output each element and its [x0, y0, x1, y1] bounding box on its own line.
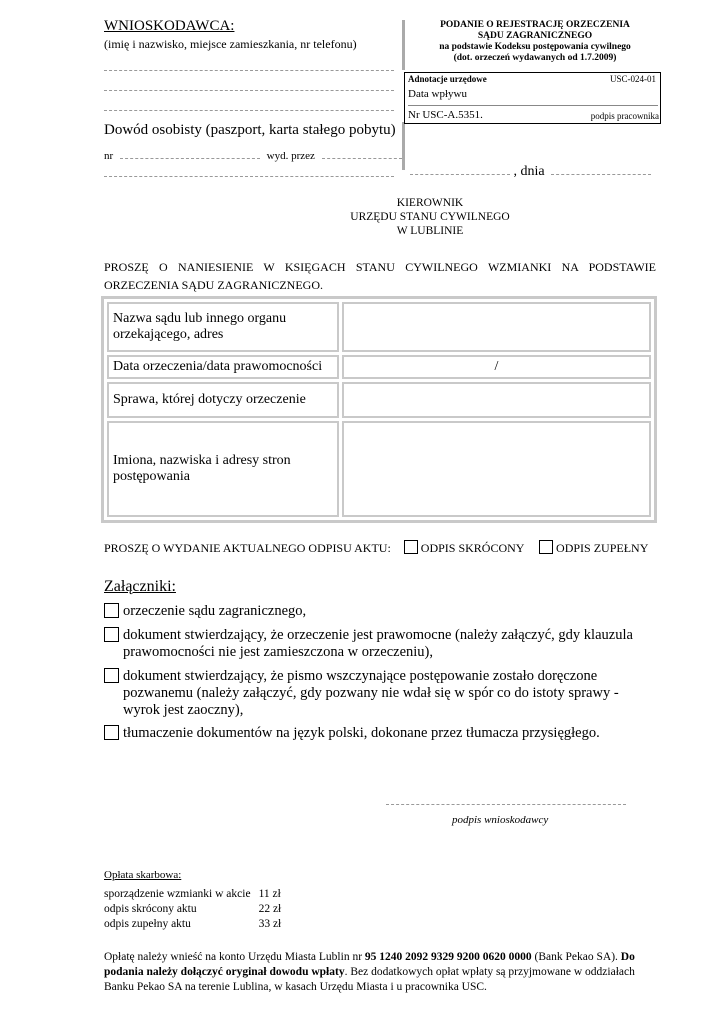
applicant-line-3[interactable] [104, 110, 394, 111]
attachment-checkbox-4[interactable] [104, 725, 119, 740]
table-row [107, 421, 651, 517]
payment-text-2: (Bank Pekao SA). [531, 951, 618, 963]
fees-table [104, 887, 281, 932]
parties-field[interactable] [342, 421, 651, 517]
attachment-checkbox-1[interactable] [104, 603, 119, 618]
attachment-text-2: dokument stwierdzający, że orzeczenie jest prawomocne (należy załączyć, gdy klauzula prawomocności nie jest zamieszczona w orzeczeniu), [123, 627, 633, 660]
fee-amount: 11 zł [258, 888, 281, 900]
full-copy-checkbox[interactable] [539, 540, 553, 554]
attachment-text-3: dokument stwierdzający, że pismo wszczynające postępowanie zostało doręczone pozwanemu (należy załączyć, gdy pozwany nie wdał się w spór co do istoty sprawy - wyrok jest zaoczny), [123, 668, 619, 718]
id-number-label: nr [104, 150, 114, 162]
table-row [104, 887, 281, 902]
case-number-label: Nr USC-A.5351. [408, 109, 483, 121]
fees-title: Opłata skarbowa: [104, 869, 182, 881]
header-line-3: na podstawie Kodeksu postępowania cywilnego [439, 42, 631, 52]
table-row [104, 917, 281, 932]
addressee-line-1: KIEROWNIK [396, 197, 464, 209]
payment-text-3: . Bez dodatkowych opłat wpłaty są przyjmowane w oddziałach Banku Pekao SA na terenie Lublina, w kasach Urzędu Miasta i u pracownika USC. [104, 966, 635, 993]
fee-name: odpis zupełny aktu [104, 918, 191, 930]
form-code: USC-024-01 [609, 74, 656, 84]
attachments-title: Załączniki: [104, 578, 176, 595]
fee-amount: 22 zł [258, 903, 282, 915]
payment-text-1: Opłatę należy wnieść na konto Urzędu Miasta Lublin nr [104, 951, 365, 963]
issued-by-label: wyd. przez [266, 150, 315, 162]
addressee [330, 196, 530, 238]
date-row [410, 164, 651, 180]
table-row [107, 302, 651, 352]
staff-signature-label: podpis pracownika [590, 111, 659, 121]
short-copy-checkbox[interactable] [404, 540, 418, 554]
header-line-2: SĄDU ZAGRANICZNEGO [477, 31, 593, 41]
id-document-label: Dowód osobisty (paszport, karta stałego pobytu) [104, 122, 396, 138]
addressee-line-3: W LUBLINIE [396, 225, 464, 237]
fee-name: odpis skrócony aktu [104, 903, 197, 915]
copy-request-label: PROSZĘ O WYDANIE AKTUALNEGO ODPISU AKTU: [104, 541, 391, 555]
applicant-signature-label: podpis wnioskodawcy [452, 814, 549, 826]
applicant-line-2[interactable] [104, 90, 394, 91]
date-field[interactable] [551, 164, 651, 175]
issued-by-field[interactable] [322, 148, 402, 159]
decision-date-field[interactable]: / [342, 355, 651, 379]
court-name-label: Nazwa sądu lub innego organu orzekającego, adres [107, 302, 339, 352]
case-subject-label: Sprawa, której dotyczy orzeczenie [107, 382, 339, 418]
receipt-date-row [408, 88, 658, 106]
addressee-line-2: URZĘDU STANU CYWILNEGO [350, 211, 510, 223]
list-item [104, 725, 664, 743]
case-subject-field[interactable] [342, 382, 651, 418]
applicant-line-1[interactable] [104, 70, 394, 71]
id-number-field[interactable] [120, 148, 260, 159]
parties-label: Imiona, nazwiska i adresy stron postępowania [107, 421, 339, 517]
attachment-text-4: tłumaczenie dokumentów na język polski, dokonane przez tłumacza przysięgłego. [123, 725, 600, 741]
official-annotations-box [404, 72, 661, 124]
payment-proof-note: Do podania należy dołączyć oryginał dowodu wpłaty [104, 951, 635, 978]
short-copy-label: ODPIS SKRÓCONY [420, 541, 525, 555]
annotations-title: Adnotacje urzędowe [408, 74, 487, 84]
payment-info [104, 950, 664, 995]
place-field[interactable] [410, 164, 510, 175]
decision-date-label: Data orzeczenia/data prawomocności [107, 355, 339, 379]
attachment-text-1: orzeczenie sądu zagranicznego, [123, 603, 307, 619]
table-row [107, 355, 651, 379]
attachment-checkbox-3[interactable] [104, 668, 119, 683]
id-number-row [104, 148, 402, 162]
bank-account-number: 95 1240 2092 9329 9200 0620 0000 [364, 951, 532, 963]
annotation-separator [402, 122, 405, 170]
copy-request-row [104, 540, 648, 556]
table-row [104, 902, 281, 917]
list-item [104, 627, 654, 661]
fee-amount: 33 zł [258, 918, 282, 930]
applicant-signature-field[interactable] [386, 804, 626, 805]
applicant-subtitle: (imię i nazwisko, miejsce zamieszkania, nr telefonu) [104, 37, 357, 51]
attachment-checkbox-2[interactable] [104, 627, 119, 642]
receipt-date-label: Data wpływu [408, 88, 467, 100]
table-row [107, 382, 651, 418]
date-label: , dnia [513, 164, 545, 179]
court-decision-table [101, 296, 657, 523]
list-item [104, 603, 644, 621]
id-extra-line[interactable] [104, 176, 394, 177]
request-text: PROSZĘ O NANIESIENIE W KSIĘGACH STANU CYWILNEGO WZMIANKI NA PODSTAWIE ORZECZENIA SĄDU ZAGRANICZNEGO. [104, 260, 656, 292]
list-item [104, 668, 654, 719]
full-copy-label: ODPIS ZUPEŁNY [556, 541, 649, 555]
fee-name: sporządzenie wzmianki w akcie [104, 888, 251, 900]
form-header [410, 20, 660, 64]
court-name-field[interactable] [342, 302, 651, 352]
header-line-1: PODANIE O REJESTRACJĘ ORZECZENIA [440, 20, 630, 30]
header-line-4: (dot. orzeczeń wydawanych od 1.7.2009) [453, 53, 617, 63]
header-separator [402, 20, 405, 70]
applicant-title: WNIOSKODAWCA: [104, 18, 235, 34]
